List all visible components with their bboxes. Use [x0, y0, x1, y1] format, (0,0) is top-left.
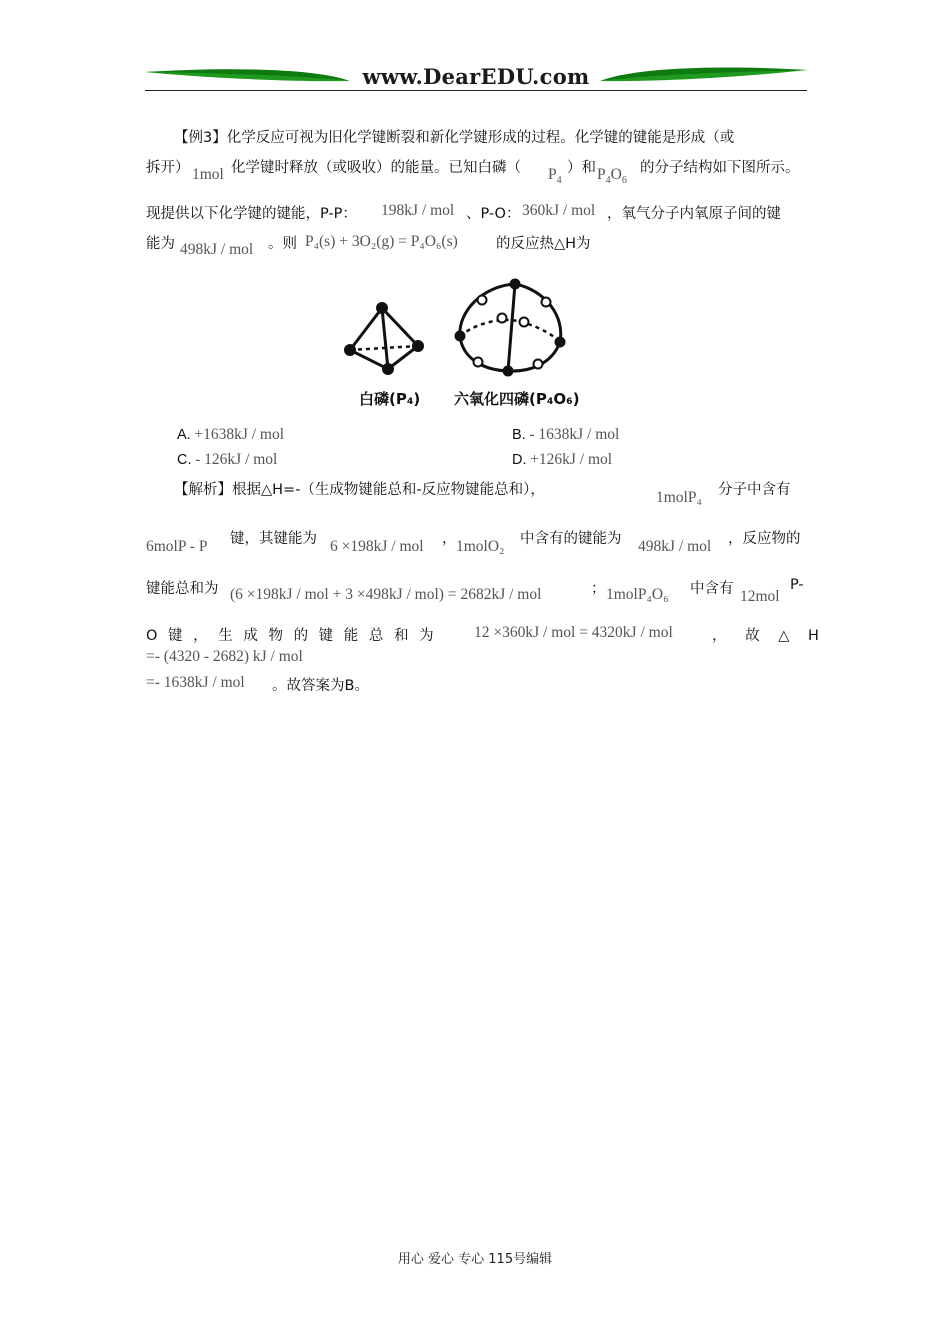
analysis-line-2f: 中含有的键能为: [520, 531, 622, 547]
example-line-2d: 的分子结构如下图所示。: [640, 160, 800, 176]
analysis-1mol-p4o6: 1molP₄O₆: [606, 586, 669, 603]
example-line-3b: 、P-O：: [466, 206, 521, 222]
analysis-line-3e: 中含有: [690, 581, 734, 597]
reaction-equation: P₄(s) + 3O₂(g) = P₄O₆(s): [305, 233, 458, 250]
analysis-line-2b: 键，其键能为: [230, 531, 317, 547]
p4-tetrahedron: [350, 308, 418, 369]
p4o6-formula: $P_4O_6$: [597, 166, 627, 187]
energy-pp: 198kJ / mol: [381, 202, 455, 219]
analysis-pp-energy: 6 ×198kJ / mol: [330, 538, 424, 555]
analysis-line-3c: ；: [591, 581, 606, 597]
analysis-answer: 。故答案为B。: [272, 678, 369, 694]
example-line-4a: 能为: [146, 236, 175, 252]
analysis-line-4c: ， 故 △ H: [712, 628, 819, 644]
analysis-reactant-sum: (6 ×198kJ / mol + 3 ×498kJ / mol) = 2682kJ / mol: [230, 586, 542, 603]
analysis-12mol: 12mol: [740, 588, 780, 605]
example-line-4b: 。则: [268, 236, 297, 252]
choice-b[interactable]: B. - 1638kJ / mol: [512, 426, 620, 443]
choice-a[interactable]: A. +1638kJ / mol: [177, 426, 285, 443]
example-line-4c: 的反应热△H为: [496, 236, 591, 252]
energy-po: 360kJ / mol: [522, 202, 596, 219]
choice-c[interactable]: C. - 126kJ / mol: [177, 451, 278, 468]
p4-formula: $P_4$: [548, 166, 562, 187]
analysis-6mol-pp: 6molP - P: [146, 538, 208, 555]
analysis-line-2d: ，: [442, 531, 457, 547]
analysis-line-1a: 【解析】根据△H=-（生成物键能总和-反应物键能总和），: [174, 482, 545, 498]
analysis-line-1c: 分子中含有: [718, 482, 791, 498]
example-line-2a: 拆开）: [146, 160, 190, 176]
analysis-line-2h: ，反应物的: [728, 531, 801, 547]
energy-oo: 498kJ / mol: [180, 241, 254, 258]
page-footer: 用心 爱心 专心 115号编辑: [397, 1252, 553, 1267]
choice-d[interactable]: D. +126kJ / mol: [512, 451, 613, 468]
mol-unit: 1mol: [192, 166, 224, 183]
example-line-2c: ）和: [567, 160, 596, 176]
example-line-3c: ，氧气分子内氧原子间的键: [607, 206, 781, 222]
example-line-1: 【例3】化学反应可视为旧化学键断裂和新化学键形成的过程。化学键的键能是形成（或: [174, 130, 735, 146]
white-phosphorus-caption: 白磷(P₄): [359, 390, 421, 408]
analysis-oo-energy: 498kJ / mol: [638, 538, 712, 555]
example-line-3a: 现提供以下化学键的键能，P-P：: [146, 206, 357, 222]
analysis-product-sum: 12 ×360kJ / mol = 4320kJ / mol: [474, 624, 673, 641]
analysis-1mol-p4: 1molP₄: [656, 489, 702, 506]
analysis-line-3a: 键能总和为: [146, 581, 219, 597]
example-line-2b: 化学键时释放（或吸收）的能量。已知白磷（: [231, 160, 521, 176]
analysis-line-4a: O 键 ， 生 成 物 的 键 能 总 和 为: [146, 628, 434, 644]
analysis-line-3g: P-: [790, 577, 804, 593]
analysis-dh-result: =- 1638kJ / mol: [146, 674, 245, 691]
site-url[interactable]: www.DearEDU.com: [362, 64, 590, 89]
header-rule: [145, 90, 807, 91]
analysis-dh-calc: =- (4320 - 2682) kJ / mol: [146, 648, 303, 665]
molecule-structure-figure: [340, 276, 580, 384]
p4o6-caption: 六氧化四磷(P₄O₆): [454, 390, 580, 408]
analysis-1mol-o2: 1molO₂: [456, 538, 505, 555]
